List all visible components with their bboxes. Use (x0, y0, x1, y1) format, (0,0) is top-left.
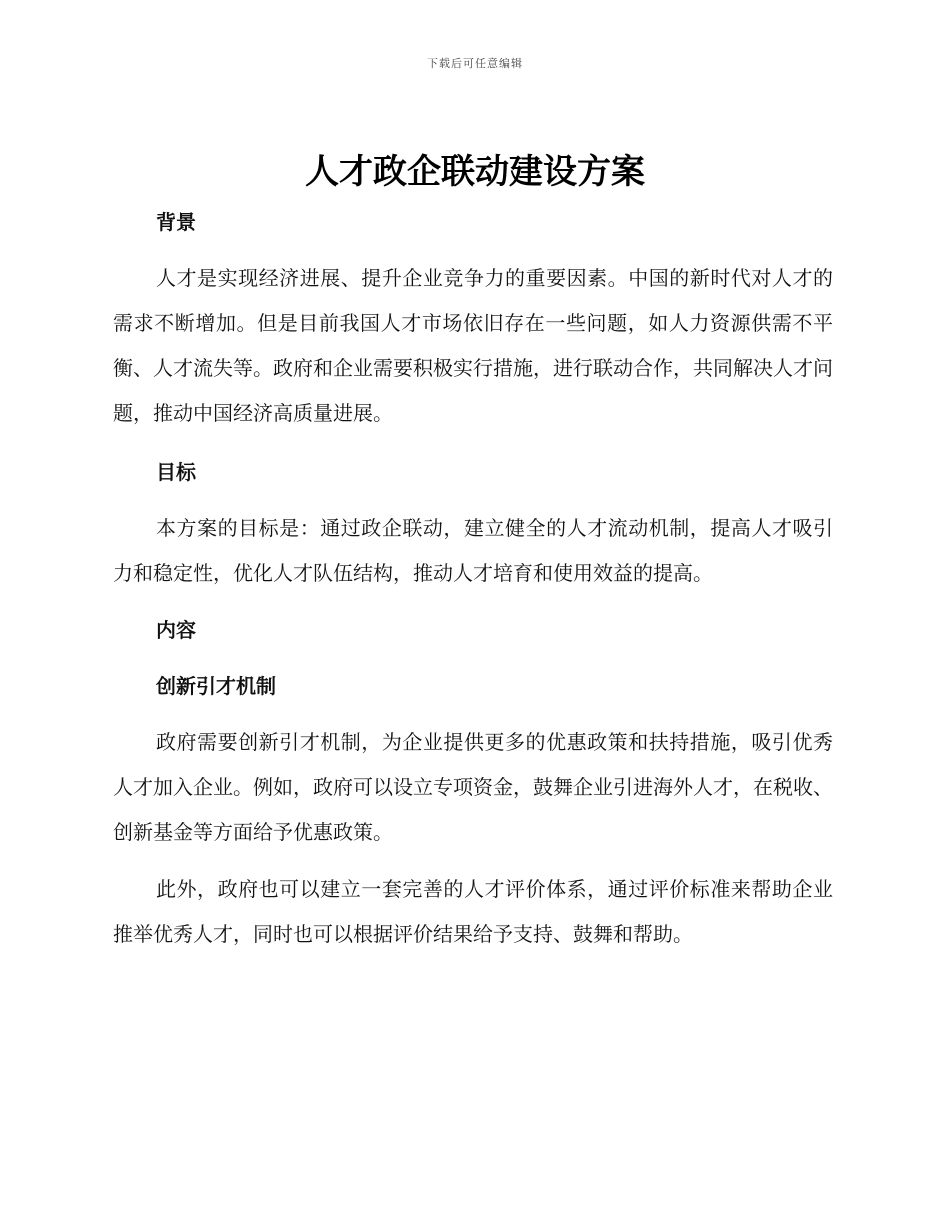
section-heading-content: 内容 (156, 618, 196, 642)
section-heading-background: 背景 (156, 210, 196, 234)
paragraph-goal: 本方案的目标是：通过政企联动，建立健全的人才流动机制，提高人才吸引力和稳定性，优化人才队伍结构，推动人才培育和使用效益的提高。 (113, 516, 833, 585)
document-body (113, 200, 833, 957)
document-title: 人才政企联动建设方案 (305, 152, 645, 192)
paragraph-talent-mechanism-1: 政府需要创新引才机制，为企业提供更多的优惠政策和扶持措施，吸引优秀人才加入企业。例如，政府可以设立专项资金，鼓舞企业引进海外人才，在税收、创新基金等方面给予优惠政策。 (113, 730, 833, 844)
paragraph-background: 人才是实现经济进展、提升企业竞争力的重要因素。中国的新时代对人才的需求不断增加。但是目前我国人才市场依旧存在一些问题，如人力资源供需不平衡、人才流失等。政府和企业需要积极实行措施，进行联动合作，共同解决人才问题，推动中国经济高质量进展。 (113, 266, 833, 425)
section-heading-talent-mechanism: 创新引才机制 (156, 674, 276, 698)
header-note: 下载后可任意编辑 (427, 57, 523, 70)
paragraph-talent-mechanism-2: 此外，政府也可以建立一套完善的人才评价体系，通过评价标准来帮助企业推举优秀人才，同时也可以根据评价结果给予支持、鼓舞和帮助。 (113, 877, 833, 946)
section-heading-goal: 目标 (156, 460, 196, 484)
